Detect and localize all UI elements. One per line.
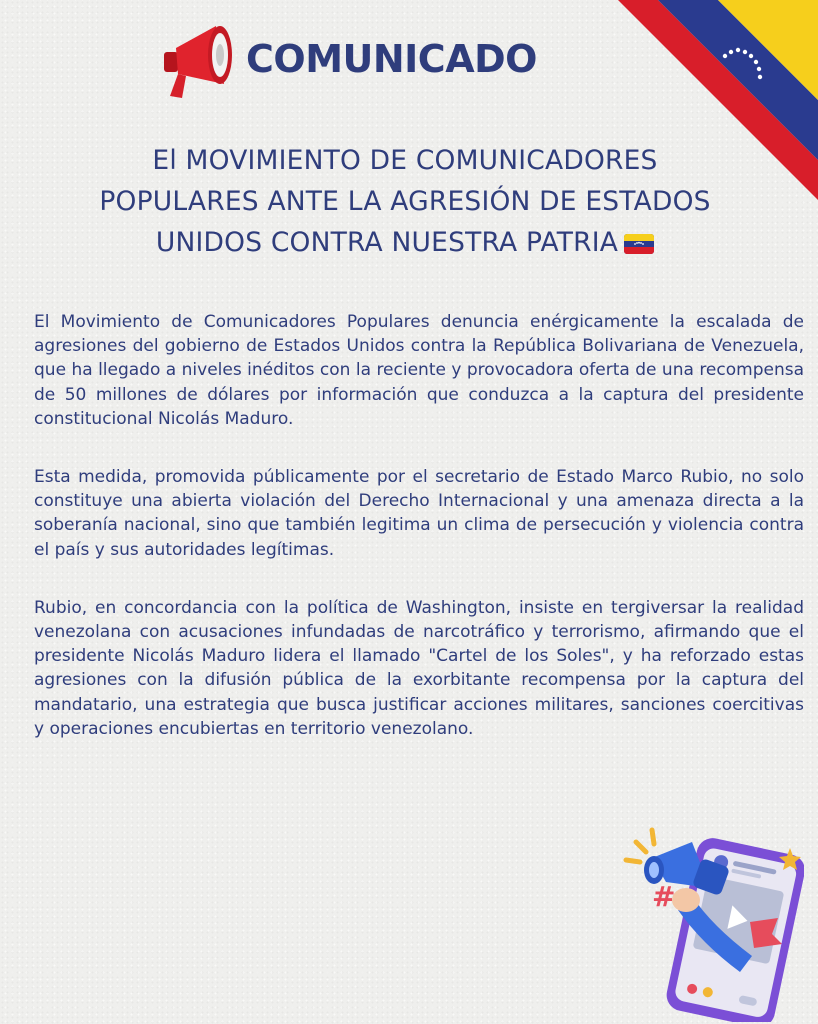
paragraph: Rubio, en concordancia con la política de Washington, insiste en tergiversar la realidad venezolana con acusaciones infundadas de narcotráfico y terrorismo, afirmando que el presidente Nicolás Maduro lidera el llamado "Cartel de los Soles", y ha reforzado estas agresiones con la difusión pública de la exorbitante recompensa por la captura del mandatario, una estrategia que busca justificar acciones militares, sanciones coercitivas y operaciones encubiertas en territorio venezolano. xyxy=(34,597,804,739)
megaphone-icon xyxy=(158,18,238,100)
svg-text:#: # xyxy=(652,880,676,913)
phone-megaphone-illustration xyxy=(622,826,804,1022)
header xyxy=(158,18,537,100)
paragraph: Esta medida, promovida públicamente por el secretario de Estado Marco Rubio, no solo constituye una abierta violación del Derecho Internacional y una amenaza directa a la soberanía nacional, sino que también legitima un clima de persecución y violencia contra el país y sus autoridades legítimas. xyxy=(34,467,804,560)
page-title: COMUNICADO xyxy=(246,37,537,81)
sparkle-icon xyxy=(626,830,654,862)
headline-line: POPULARES ANTE LA AGRESIÓN DE ESTADOS xyxy=(99,186,711,217)
statement-body xyxy=(34,310,804,775)
headline-line: UNIDOS CONTRA NUESTRA PATRIA xyxy=(60,222,750,263)
headline xyxy=(60,140,750,263)
headline-line: El MOVIMIENTO DE COMUNICADORES xyxy=(152,145,658,176)
paragraph: El Movimiento de Comunicadores Populares denuncia enérgicamente la escalada de agresiones del gobierno de Estados Unidos contra la República Bolivariana de Venezuela, que ha llegado a niveles inéditos con la reciente y provocadora oferta de una recompensa de 50 millones de dólares por información que conduzca a la captura del presidente constitucional Nicolás Maduro. xyxy=(34,312,804,429)
venezuela-flag-icon xyxy=(624,234,654,254)
